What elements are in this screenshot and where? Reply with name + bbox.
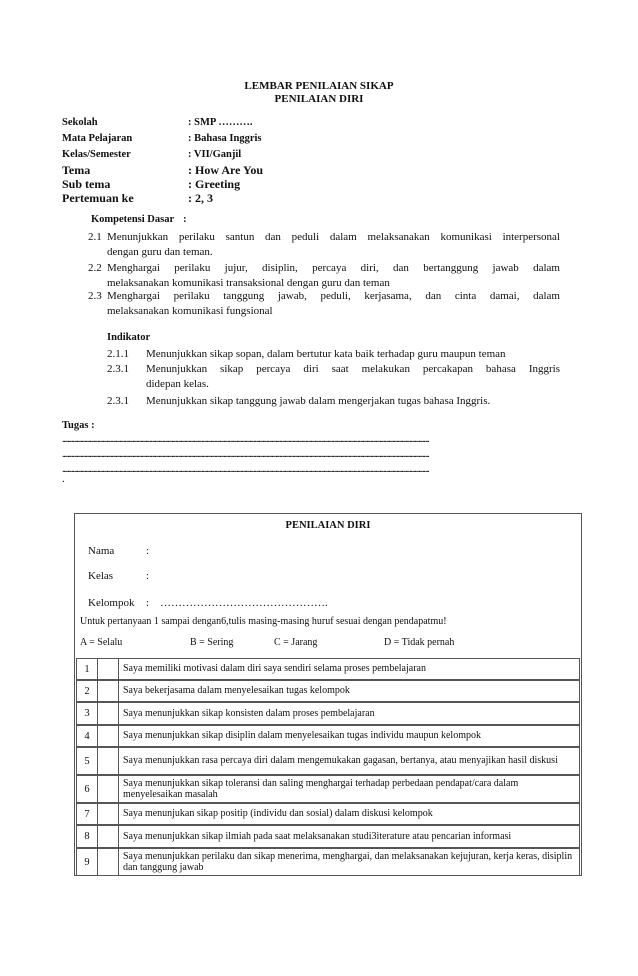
row-number: 1 xyxy=(77,659,98,679)
kelompok-dots: ………………………………………. xyxy=(160,597,328,609)
tugas-dotted-line: .......................................................................................................................................................................................................................................................................................... xyxy=(62,449,429,460)
answer-cell[interactable] xyxy=(97,826,119,847)
answer-cell[interactable] xyxy=(97,776,119,802)
row-number: 8 xyxy=(77,826,98,847)
row-number: 4 xyxy=(77,726,98,746)
kd-text-cont: melaksanakan komunikasi transaksional dengan guru dan teman xyxy=(107,277,390,289)
kelas-colon: : xyxy=(146,570,150,582)
row-statement: Saya bekerjasama dalam menyelesaikan tugas kelompok xyxy=(123,685,350,697)
answer-cell[interactable] xyxy=(97,703,119,724)
table-row xyxy=(76,658,580,680)
indikator-text: Menunjukkan sikap sopan, dalam bertutur kata baik terhadap guru maupun teman xyxy=(146,348,506,360)
table-row xyxy=(76,680,580,702)
table-row xyxy=(76,725,580,747)
kd-text: Menunjukkan perilaku santun dan peduli dalam melaksanakan komunikasi interpersonal xyxy=(107,231,560,243)
indikator-number: 2.3.1 xyxy=(107,395,129,407)
tugas-dotted-line: .......................................................................................................................................................................................................................................................................................... xyxy=(62,434,429,445)
scale-d: D = Tidak pernah xyxy=(384,637,455,648)
value-mata-pelajaran: : Bahasa Inggris xyxy=(188,133,262,144)
answer-cell[interactable] xyxy=(97,659,119,679)
document-subtitle: PENILAIAN DIRI xyxy=(274,93,364,105)
instruction-text: Untuk pertanyaan 1 sampai dengan6,tulis masing-masing huruf sesuai dengan pendapatmu! xyxy=(80,616,447,627)
row-number: 5 xyxy=(77,748,98,774)
label-tema: Tema xyxy=(62,163,91,177)
kelompok-colon: : xyxy=(146,597,150,609)
indikator-text: Menunjukkan sikap tanggung jawab dalam mengerjakan tugas bahasa Inggris. xyxy=(146,395,491,407)
value-sekolah: : SMP ………. xyxy=(188,117,253,128)
nama-label: Nama xyxy=(88,545,115,557)
indikator-number: 2.1.1 xyxy=(107,348,129,360)
kd-text: Menghargai perilaku tanggung jawab, peduli, kerjasama, dan cinta damai, dalam xyxy=(107,290,560,302)
kompetensi-heading: Kompetensi Dasar : xyxy=(91,214,187,225)
document-title: LEMBAR PENILAIAN SIKAP xyxy=(244,80,394,92)
scale-a: A = Selalu xyxy=(80,637,123,648)
row-number: 9 xyxy=(77,849,98,875)
answer-cell[interactable] xyxy=(97,681,119,701)
table-row xyxy=(76,825,580,848)
kd-number: 2.2 xyxy=(88,262,102,274)
tugas-end-dot: . xyxy=(62,473,65,485)
scale-c: C = Jarang xyxy=(274,637,318,648)
table-row xyxy=(76,775,580,803)
indikator-text: Menunjukkan sikap percaya diri saat melakukan percakapan bahasa Inggris xyxy=(146,363,560,375)
row-statement: Saya menunjukkan sikap konsisten dalam proses pembelajaran xyxy=(123,707,375,719)
kd-number: 2.3 xyxy=(88,290,102,302)
answer-cell[interactable] xyxy=(97,804,119,824)
indikator-heading: Indikator xyxy=(107,332,151,343)
label-mata-pelajaran: Mata Pelajaran xyxy=(62,133,133,144)
indikator-text-cont: didepan kelas. xyxy=(146,378,209,390)
tugas-dotted-line: .......................................................................................................................................................................................................................................................................................... xyxy=(62,464,429,475)
value-kelas-semester: : VII/Ganjil xyxy=(188,149,242,160)
row-number: 6 xyxy=(77,776,98,802)
scale-b: B = Sering xyxy=(190,637,234,648)
label-kelas-semester: Kelas/Semester xyxy=(62,149,131,160)
kd-number: 2.1 xyxy=(88,231,102,243)
nama-colon: : xyxy=(146,545,150,557)
table-row xyxy=(76,803,580,825)
answer-cell[interactable] xyxy=(97,726,119,746)
penilaian-title: PENILAIAN DIRI xyxy=(285,520,371,531)
row-statement: Saya menunjukan sikap positip (individu dan sosial) dalam diskusi kelompok xyxy=(123,808,433,820)
value-sub-tema: : Greeting xyxy=(188,177,241,191)
label-sub-tema: Sub tema xyxy=(62,177,111,191)
label-sekolah: Sekolah xyxy=(62,117,98,128)
value-pertemuan: : 2, 3 xyxy=(188,191,213,205)
kelompok-label: Kelompok xyxy=(88,597,135,609)
row-statement: Saya menunjukkan rasa percaya diri dalam mengemukakan gagasan, bertanya, atau menyajikan hasil diskusi xyxy=(123,755,558,767)
table-row xyxy=(76,747,580,775)
row-statement: Saya menunjukkan sikap ilmiah pada saat melaksanakan studi3iterature atau pencarian informasi xyxy=(123,830,512,842)
kd-text-cont: melaksanakan komunikasi fungsional xyxy=(107,305,273,317)
row-statement: Saya memiliki motivasi dalam diri saya sendiri selama proses pembelajaran xyxy=(123,663,426,675)
value-tema: : How Are You xyxy=(188,163,263,177)
row-number: 7 xyxy=(77,804,98,824)
kelas-label: Kelas xyxy=(88,570,114,582)
answer-cell[interactable] xyxy=(97,849,119,875)
indikator-number: 2.3.1 xyxy=(107,363,129,375)
table-row xyxy=(76,848,580,876)
row-statement: Saya menunjukkan perilaku dan sikap menerima, menghargai, dan melaksanakan kejujuran, kerja keras, disiplin dan tanggung jawab xyxy=(123,850,573,873)
row-statement: Saya menunjukkan sikap toleransi dan saling menghargai terhadap perbedaan pendapat/cara dalam menyelesaikan masalah xyxy=(123,777,519,800)
kd-text-cont: dengan guru dan teman. xyxy=(107,246,213,258)
label-pertemuan: Pertemuan ke xyxy=(62,191,134,205)
table-row xyxy=(76,702,580,725)
row-number: 3 xyxy=(77,703,98,724)
tugas-label: Tugas : xyxy=(62,420,95,431)
kd-text: Menghargai perilaku jujur, disiplin, percaya diri, dan bertanggung jawab dalam xyxy=(107,262,560,274)
row-statement: Saya menunjukkan sikap disiplin dalam menyelesaikan tugas individu maupun kelompok xyxy=(123,730,481,742)
answer-cell[interactable] xyxy=(97,748,119,774)
row-number: 2 xyxy=(77,681,98,701)
